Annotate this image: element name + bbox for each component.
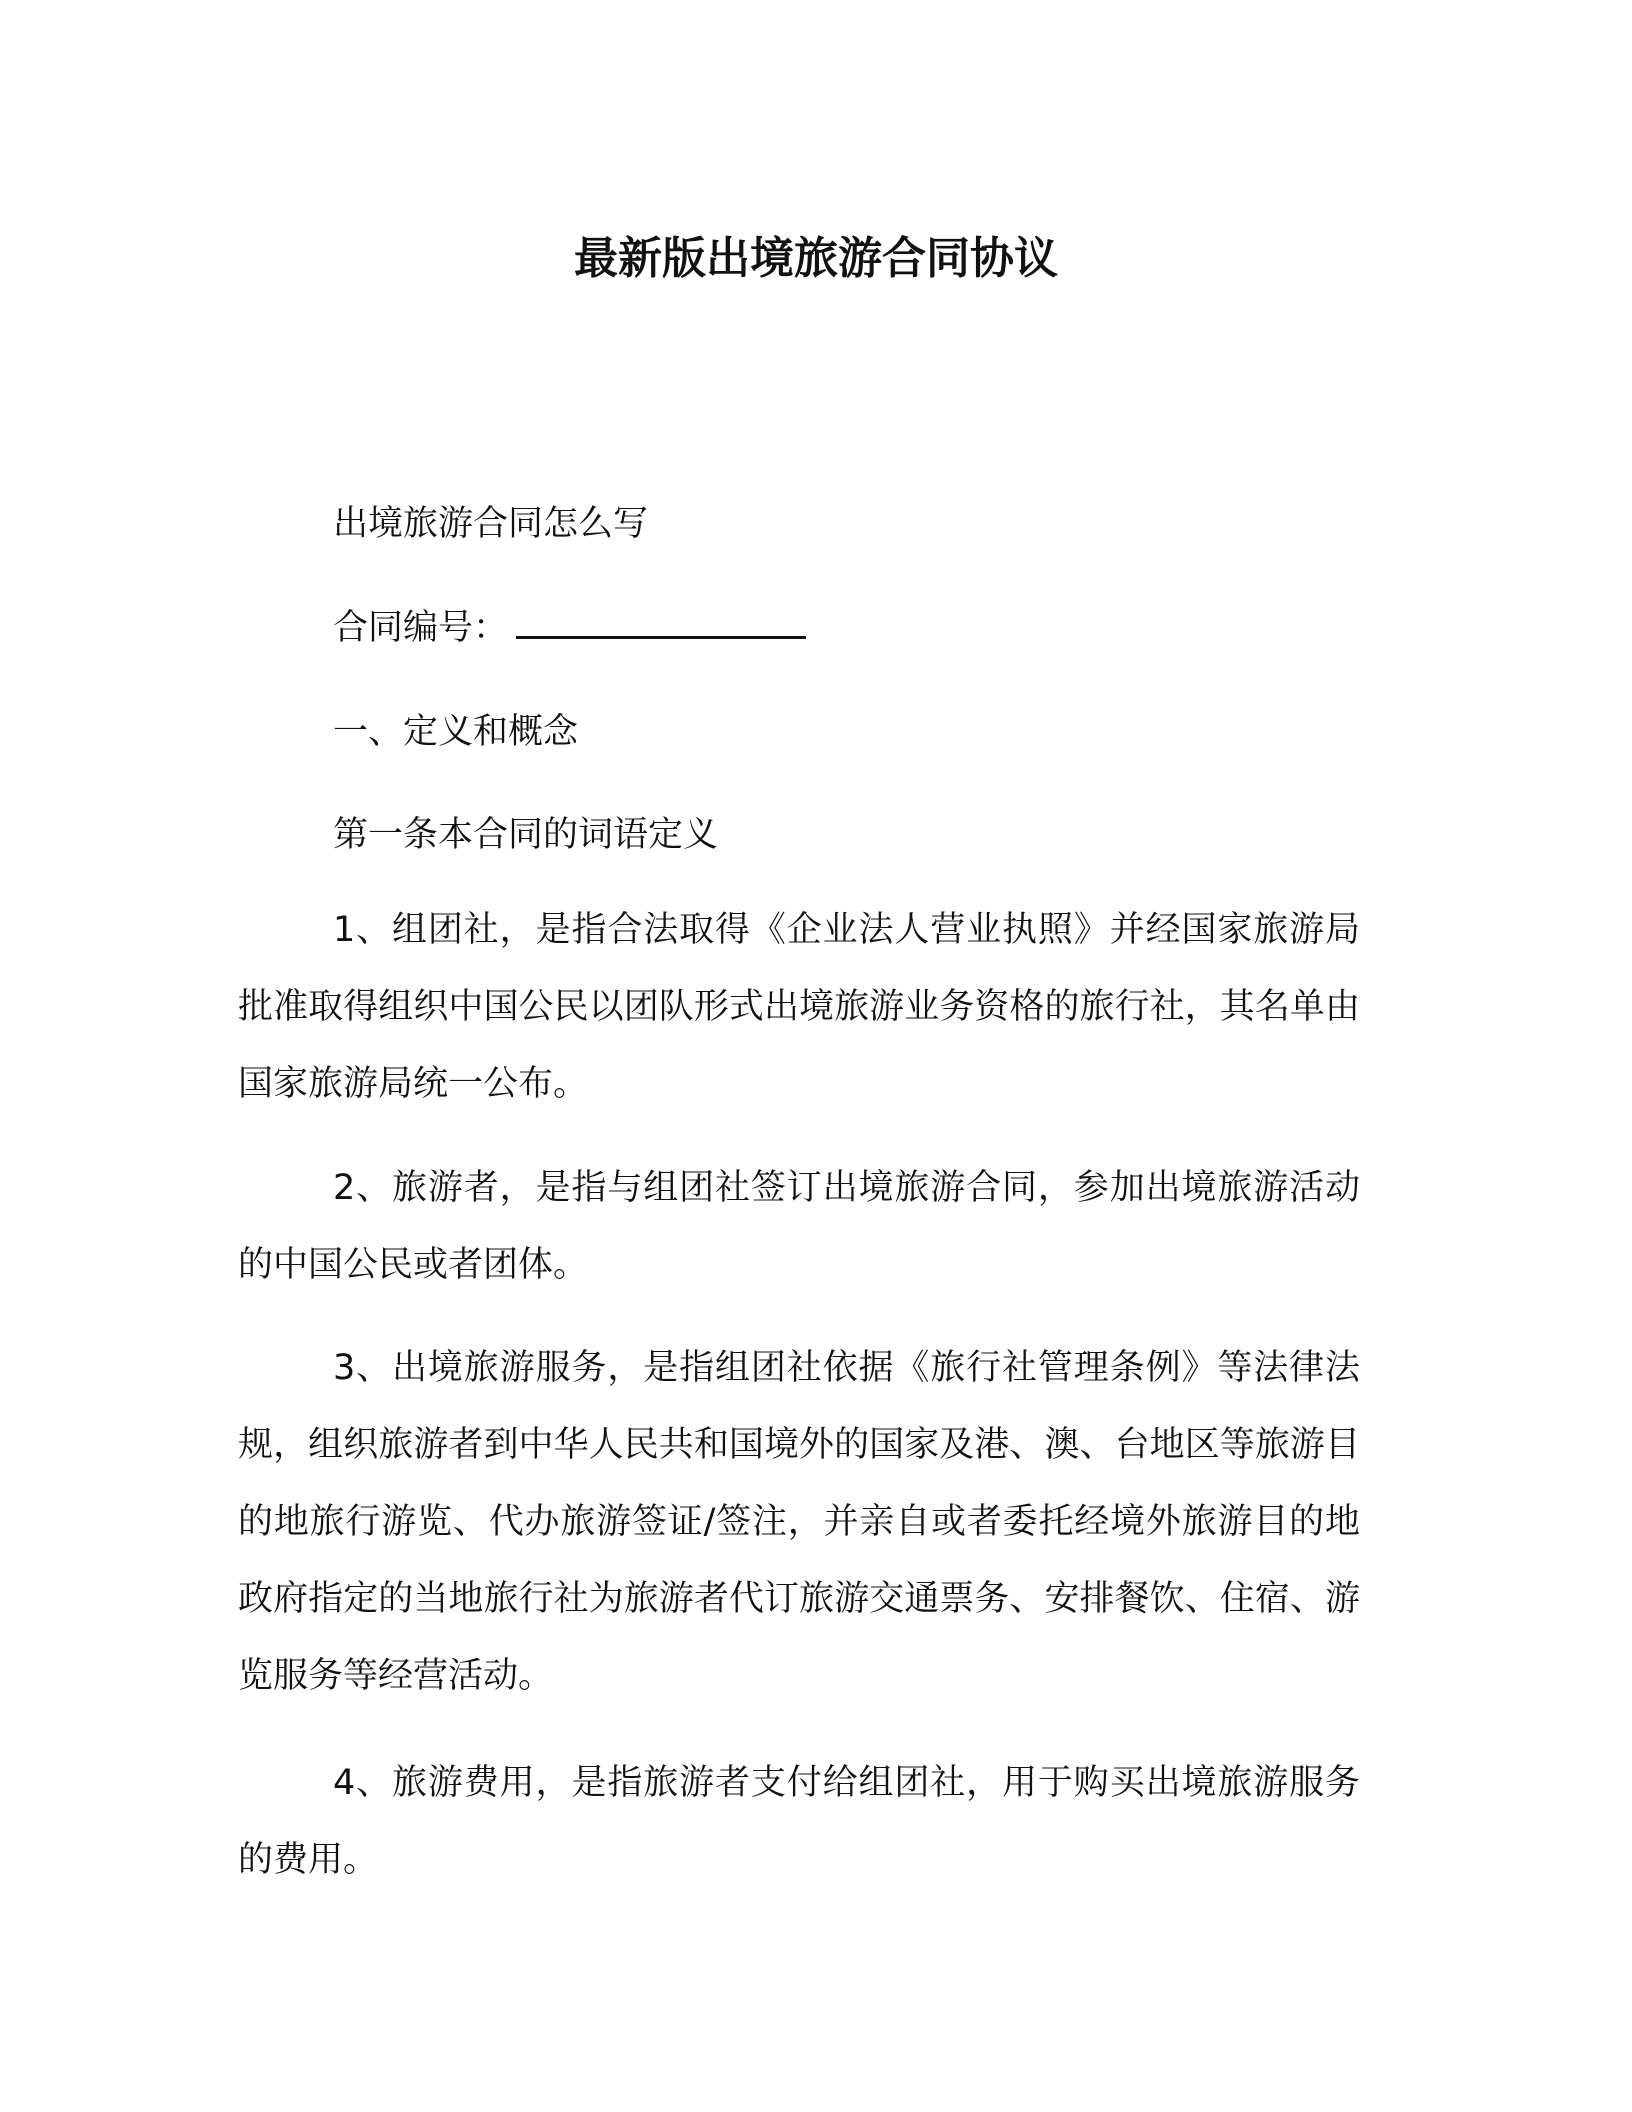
definition-paragraph-1: 1、组团社，是指合法取得《企业法人营业执照》并经国家旅游局批准取得组织中国公民以团队形式出境旅游业务资格的旅行社，其名单由国家旅游局统一公布。: [238, 910, 1360, 1104]
document-title: 最新版出境旅游合同协议: [574, 233, 1058, 284]
definition-paragraph-2: 2、旅游者，是指与组团社签订出境旅游合同，参加出境旅游活动的中国公民或者团体。: [238, 1168, 1360, 1285]
section-heading: 一、定义和概念: [333, 712, 579, 752]
contract-number-label: 合同编号：: [333, 608, 509, 648]
article-heading: 第一条本合同的词语定义: [333, 815, 719, 855]
contract-number-row: [333, 600, 806, 650]
contract-number-blank: [516, 606, 806, 639]
definition-paragraph-4: 4、旅游费用，是指旅游者支付给组团社，用于购买出境旅游服务的费用。: [238, 1763, 1360, 1880]
document-subtitle: 出境旅游合同怎么写: [333, 504, 649, 544]
definition-paragraph-3: 3、出境旅游服务，是指组团社依据《旅行社管理条例》等法律法规，组织旅游者到中华人民共和国境外的国家及港、澳、台地区等旅游目的地旅行游览、代办旅游签证/签注，并亲自或者委托经境外旅游目的地政府指定的当地旅行社为旅游者代订旅游交通票务、安排餐饮、住宿、游览服务等经营活动。: [238, 1348, 1360, 1696]
